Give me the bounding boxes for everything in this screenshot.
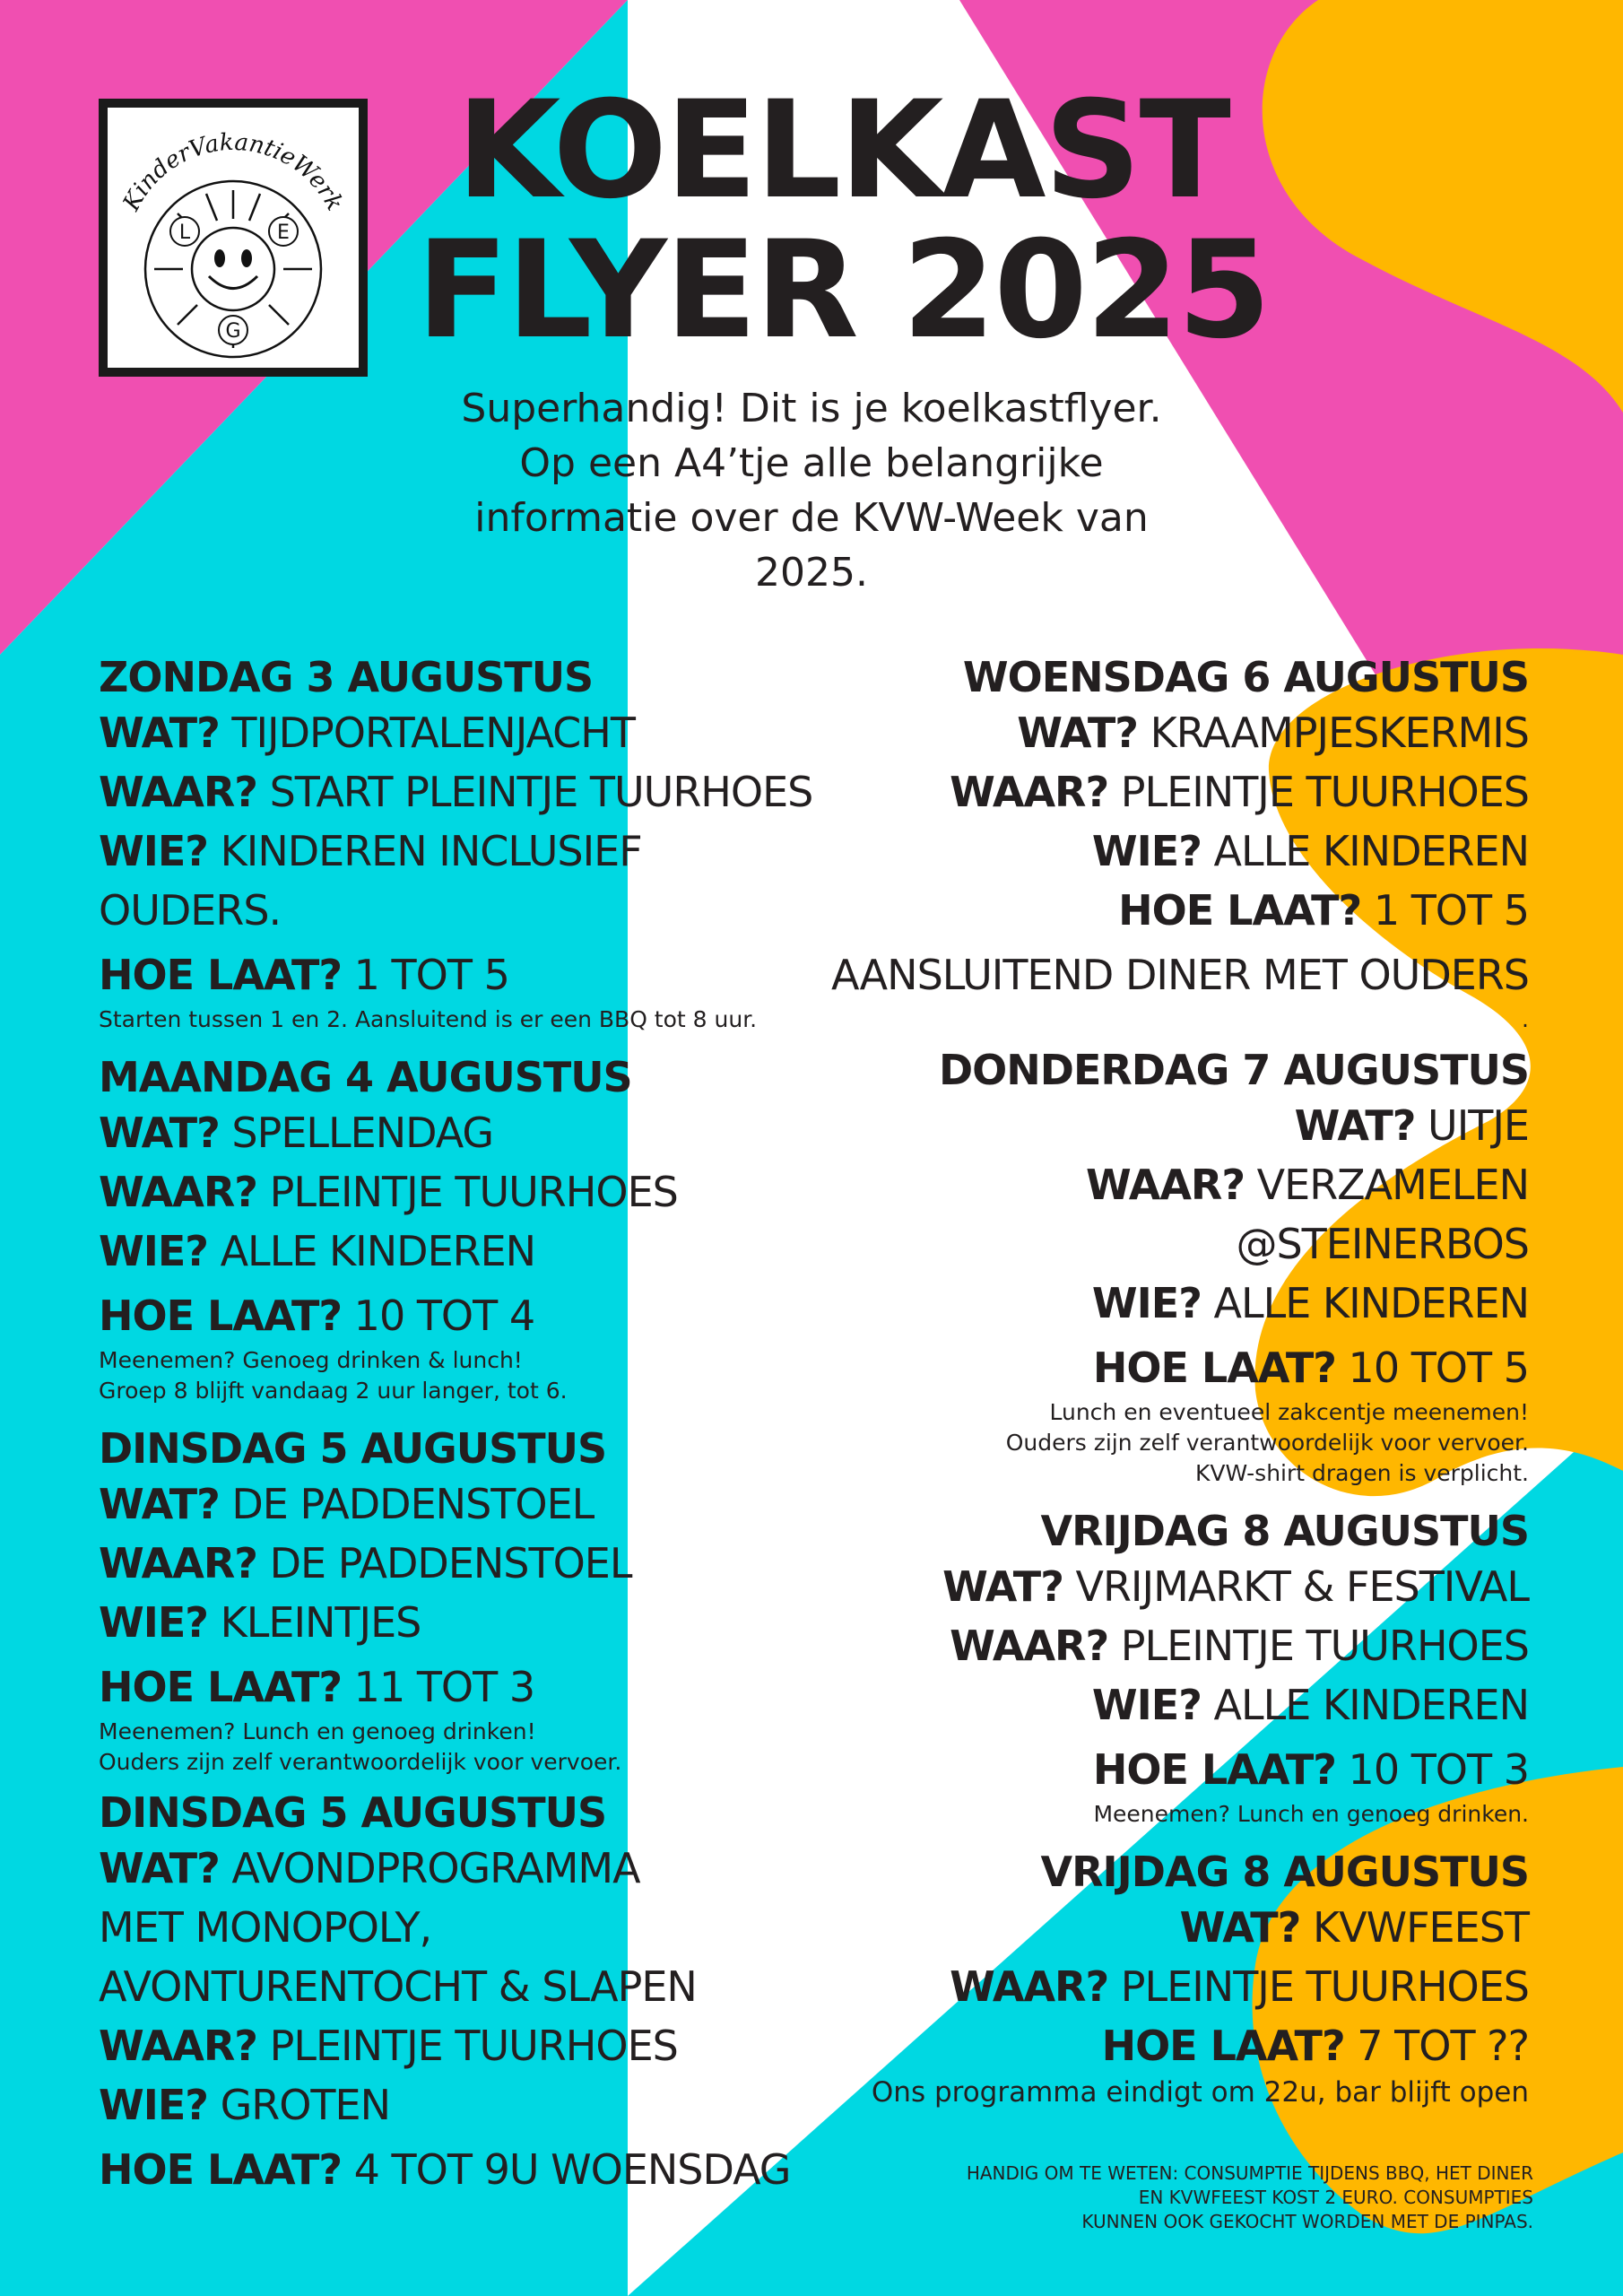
waar-value: PLEINTJE TUURHOES [1120, 768, 1529, 816]
day-block-vrijdag [789, 1505, 1529, 1830]
waar-line [789, 1616, 1529, 1675]
day-note: Ouders zijn zelf verantwoordelijk voor vervoer. [99, 1749, 622, 1775]
intro-line-4: 2025. [755, 550, 868, 596]
wat-value: KVWFEEST [1312, 1903, 1529, 1952]
waar-label: WAAR? [950, 1622, 1109, 1670]
wat-label: WAT? [99, 1480, 220, 1528]
logo-mouth [209, 276, 257, 289]
intro-line-1: Superhandig! Dit is je koelkastflyer. [461, 386, 1162, 431]
day-note: Starten tussen 1 en 2. Aansluitend is er een BBQ tot 8 uur. [99, 1006, 758, 1032]
wat-label: WAT? [99, 709, 220, 757]
wie-label: WIE? [99, 1227, 208, 1275]
wie-line [99, 2075, 888, 2135]
wat-line-continued [99, 1957, 888, 2016]
wat-line [789, 703, 1529, 762]
day-note: Lunch en eventueel zakcentje meenemen! [1049, 1399, 1529, 1425]
wat-value-continued: AVONTURENTOCHT & SLAPEN [99, 1962, 697, 2011]
footnote [906, 2161, 1533, 2234]
hoe-laat-line [789, 2016, 1529, 2075]
wie-value: ALLE KINDEREN [1213, 1681, 1529, 1729]
wat-label: WAT? [99, 1109, 220, 1157]
wat-line [99, 703, 888, 762]
wie-value-continued: OUDERS. [99, 886, 282, 935]
wie-line [99, 1222, 888, 1281]
hoe-laat-line [99, 2140, 888, 2199]
wat-value: VRIJMARKT & FESTIVAL [1075, 1562, 1529, 1611]
wat-line [789, 1096, 1529, 1155]
day-note: Meenemen? Genoeg drinken & lunch! [99, 1347, 523, 1373]
wie-value: ALLE KINDEREN [1213, 827, 1529, 875]
day-block-vrijdag-feest [789, 1846, 1529, 2109]
wie-line-continued [99, 881, 888, 940]
waar-line [789, 762, 1529, 822]
schedule-right-column [789, 651, 1529, 2109]
hoe-laat-value: 10 TOT 4 [353, 1292, 535, 1340]
hoe-laat-value: 10 TOT 5 [1348, 1344, 1529, 1392]
wie-label: WIE? [99, 1598, 208, 1647]
day-note: . [1522, 1006, 1529, 1032]
intro-line-3: informatie over de KVW-Week van [474, 495, 1149, 541]
wat-value-continued: MET MONOPOLY, [99, 1903, 432, 1952]
wat-label: WAT? [1179, 1903, 1301, 1952]
wat-label: WAT? [1017, 709, 1138, 757]
wie-label: WIE? [1091, 827, 1202, 875]
hoe-laat-line [99, 1657, 888, 1717]
day-block-woensdag [789, 651, 1529, 1035]
day-note: Meenemen? Lunch en genoeg drinken! [99, 1718, 536, 1744]
hoe-laat-value: 4 TOT 9U WOENSDAG [353, 2145, 791, 2194]
hoe-laat-label: HOE LAAT? [99, 1292, 343, 1340]
hoe-laat-label: HOE LAAT? [1092, 1344, 1336, 1392]
hoe-laat-value: 11 TOT 3 [353, 1663, 535, 1711]
title-line-1: KOELKAST [456, 73, 1229, 229]
day-block-dinsdag-avond [99, 1787, 888, 2199]
waar-line [99, 1162, 888, 1222]
title-line-2: FLYER 2025 [416, 213, 1270, 369]
extra-line [789, 945, 1529, 1004]
wat-label: WAT? [942, 1562, 1063, 1611]
hoe-laat-label: HOE LAAT? [1101, 2022, 1345, 2070]
footnote-line-1: HANDIG OM TE WETEN: CONSUMPTIE TIJDENS BBQ, HET DINER [966, 2162, 1533, 2184]
waar-line [789, 1957, 1529, 2016]
wat-line [789, 1557, 1529, 1616]
waar-line [789, 1155, 1529, 1214]
hoe-laat-line [789, 1740, 1529, 1799]
wie-label: WIE? [99, 827, 208, 875]
waar-value: DE PADDENSTOEL [269, 1539, 632, 1587]
waar-value: PLEINTJE TUURHOES [269, 2022, 678, 2070]
footnote-line-3: KUNNEN OOK GEKOCHT WORDEN MET DE PINPAS. [1081, 2211, 1533, 2232]
wie-line [789, 822, 1529, 881]
day-block-maandag [99, 1051, 888, 1406]
hoe-laat-line [99, 945, 888, 1004]
waar-value: PLEINTJE TUURHOES [269, 1168, 678, 1216]
hoe-laat-label: HOE LAAT? [99, 1663, 343, 1711]
day-heading: ZONDAG 3 AUGUSTUS [99, 653, 594, 701]
logo-letter-l: L [178, 222, 191, 244]
waar-label: WAAR? [99, 1168, 257, 1216]
wat-value: UITJE [1428, 1101, 1529, 1150]
hoe-laat-value: 1 TOT 5 [1373, 886, 1529, 935]
day-heading: WOENSDAG 6 AUGUSTUS [962, 653, 1529, 701]
logo-letter-g: G [225, 320, 241, 343]
waar-value: PLEINTJE TUURHOES [1120, 1622, 1529, 1670]
hoe-laat-line [789, 1338, 1529, 1397]
hoe-laat-value: 10 TOT 3 [1348, 1745, 1529, 1794]
logo-eye-right [241, 249, 252, 267]
wie-value: ALLE KINDEREN [1213, 1279, 1529, 1327]
hoe-laat-line [789, 881, 1529, 940]
wat-line [99, 1839, 888, 1898]
logo-letter-e: E [277, 222, 290, 244]
day-block-donderdag [789, 1044, 1529, 1489]
hoe-laat-line [99, 1286, 888, 1345]
waar-label: WAAR? [950, 1962, 1109, 2011]
intro-line-2: Op een A4’tje alle belangrijke [519, 440, 1104, 486]
wie-line [789, 1675, 1529, 1735]
waar-line [99, 762, 888, 822]
kvw-logo [99, 99, 368, 377]
day-block-dinsdag [99, 1422, 888, 1778]
wie-value: KLEINTJES [220, 1598, 421, 1647]
day-note: Meenemen? Lunch en genoeg drinken. [1093, 1801, 1529, 1827]
wat-line [99, 1103, 888, 1162]
wat-value: KRAAMPJESKERMIS [1150, 709, 1529, 757]
wat-value: DE PADDENSTOEL [231, 1480, 595, 1528]
waar-value: VERZAMELEN [1256, 1161, 1529, 1209]
waar-line [99, 2016, 888, 2075]
wie-label: WIE? [99, 2081, 208, 2129]
wat-value: AVONDPROGRAMMA [231, 1844, 640, 1892]
logo-arc-text: KinderVakantieWerk [117, 128, 349, 216]
wie-line [789, 1274, 1529, 1333]
waar-value: PLEINTJE TUURHOES [1120, 1962, 1529, 2011]
wie-label: WIE? [1091, 1681, 1202, 1729]
waar-label: WAAR? [99, 768, 257, 816]
waar-label: WAAR? [950, 768, 1109, 816]
footnote-line-2: EN KVWFEEST KOST 2 EURO. CONSUMPTIES [1138, 2187, 1533, 2208]
wat-label: WAT? [99, 1844, 220, 1892]
day-heading: MAANDAG 4 AUGUSTUS [99, 1053, 632, 1101]
hoe-laat-label: HOE LAAT? [1092, 1745, 1336, 1794]
day-note: Ons programma eindigt om 22u, bar blijft open [871, 2076, 1529, 2109]
day-heading: DINSDAG 5 AUGUSTUS [99, 1788, 607, 1837]
day-block-zondag [99, 651, 888, 1035]
wie-value: GROTEN [220, 2081, 390, 2129]
schedule-left-column [99, 651, 888, 2199]
hoe-laat-label: HOE LAAT? [99, 951, 343, 999]
waar-line [99, 1534, 888, 1593]
waar-value: START PLEINTJE TUURHOES [269, 768, 813, 816]
wat-value: SPELLENDAG [231, 1109, 494, 1157]
logo-eye-left [214, 249, 225, 267]
waar-value-continued: @STEINERBOS [1236, 1220, 1529, 1268]
day-heading: VRIJDAG 8 AUGUSTUS [1040, 1507, 1529, 1555]
page-title [395, 73, 1291, 369]
wie-value: KINDEREN INCLUSIEF [220, 827, 642, 875]
wie-line [99, 822, 888, 881]
hoe-laat-value: 1 TOT 5 [353, 951, 509, 999]
waar-line-continued [789, 1214, 1529, 1274]
waar-label: WAAR? [99, 1539, 257, 1587]
wat-line-continued [99, 1898, 888, 1957]
day-heading: DONDERDAG 7 AUGUSTUS [938, 1046, 1529, 1094]
logo-face [192, 228, 274, 310]
hoe-laat-label: HOE LAAT? [99, 2145, 343, 2194]
extra-value: AANSLUITEND DINER MET OUDERS [830, 951, 1529, 999]
day-heading: DINSDAG 5 AUGUSTUS [99, 1424, 607, 1473]
wat-line [99, 1474, 888, 1534]
wat-line [789, 1898, 1529, 1957]
wie-line [99, 1593, 888, 1652]
day-heading: VRIJDAG 8 AUGUSTUS [1040, 1848, 1529, 1896]
waar-label: WAAR? [99, 2022, 257, 2070]
hoe-laat-label: HOE LAAT? [1118, 886, 1362, 935]
waar-label: WAAR? [1086, 1161, 1245, 1209]
day-note: KVW-shirt dragen is verplicht. [1194, 1460, 1529, 1486]
smiley-sun-icon [108, 108, 359, 368]
wie-value: ALLE KINDEREN [220, 1227, 536, 1275]
intro-text [404, 381, 1219, 600]
wat-label: WAT? [1294, 1101, 1416, 1150]
hoe-laat-value: 7 TOT ?? [1357, 2022, 1529, 2070]
wat-value: TIJDPORTALENJACHT [231, 709, 635, 757]
day-note: Groep 8 blijft vandaag 2 uur langer, tot 6. [99, 1378, 568, 1404]
wie-label: WIE? [1091, 1279, 1202, 1327]
day-note: Ouders zijn zelf verantwoordelijk voor vervoer. [1005, 1430, 1529, 1456]
